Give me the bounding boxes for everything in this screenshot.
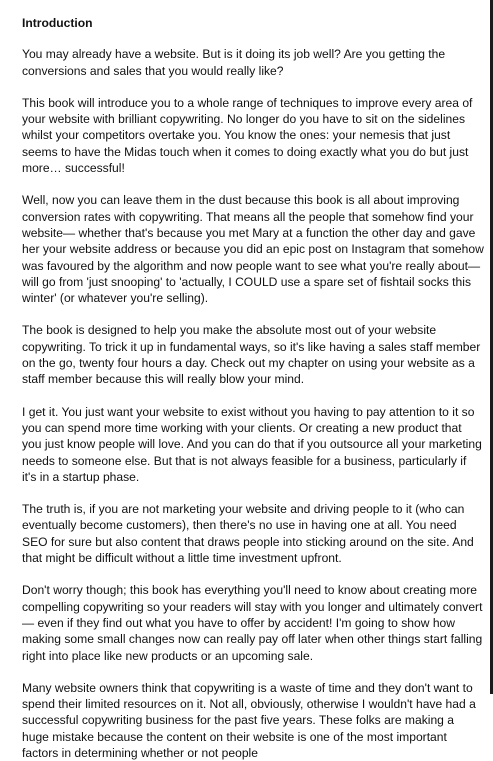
paragraph-2: This book will introduce you to a whole range of techniques to improve every area of your website with brilliant copywriting. No longer do you have to sit on the sidelines whilst your competitors overtake you. You know the ones: your nemesis that just seems to have the Midas touch when it comes to doing exactly what you do but just more… successful! — [22, 95, 473, 176]
paragraph-6: The truth is, if you are not marketing your website and driving people to it (who can eventually become customers), then there's no use in having one at all. You need SEO for sure but also content that draws people into sticking around on the site. And that might be difficult without a little time investment upfront. — [22, 502, 474, 566]
paragraph-1: You may already have a website. But is it doing its job well? Are you getting the conversions and sales that you would really like? — [22, 47, 446, 78]
paragraph-5: I get it. You just want your website to exist without you having to pay attention to it so you can spend more time working with your clients. Or creating a new product that you just know people will love. And you can do that if you outsource all your marketing needs to someone else. But that is not always feasible for a business, particularly if it's in a startup phase. — [22, 404, 482, 484]
document-body — [22, 15, 484, 761]
paragraph-8: Many website owners think that copywriting is a waste of time and they don't want to spend their limited resources on it. Not all, obviously, otherwise I wouldn't have had a successful copywriting business for the past five years. These folks are making a huge mistake because the content on their website is one of the most important factors in determining whether or not people — [22, 680, 476, 760]
section-heading: Introduction — [22, 16, 93, 30]
paragraph-4: The book is designed to help you make the absolute most out of your website copywriting. To trick it up in fundamental ways, so it's like having a sales staff member on the go, twenty four hours a day. Check out my chapter on using your website as a staff member because this will really blow your mind. — [22, 323, 481, 387]
paragraph-3: Well, now you can leave them in the dust because this book is all about improving conversion rates with copywriting. That means all the people that somehow find your website— whether that's because you met Mary at a function the other day and gave her your website address or because you did an epic post on Instagram that somehow was favoured by the algorithm and now people want to see what you're really about— will go from 'just snooping' to 'actually, I COULD use a spare set of fishtail socks this winter' (or whatever you're selling). — [22, 193, 484, 306]
paragraph-7: Don't worry though; this book has everything you'll need to know about creating more compelling copywriting so your readers will stay with you longer and ultimately convert— even if they find out what you have to offer by accident! I'm going to show how making some small changes now can really pay off later when other things start falling right into place like new products or an upcoming sale. — [22, 583, 483, 663]
